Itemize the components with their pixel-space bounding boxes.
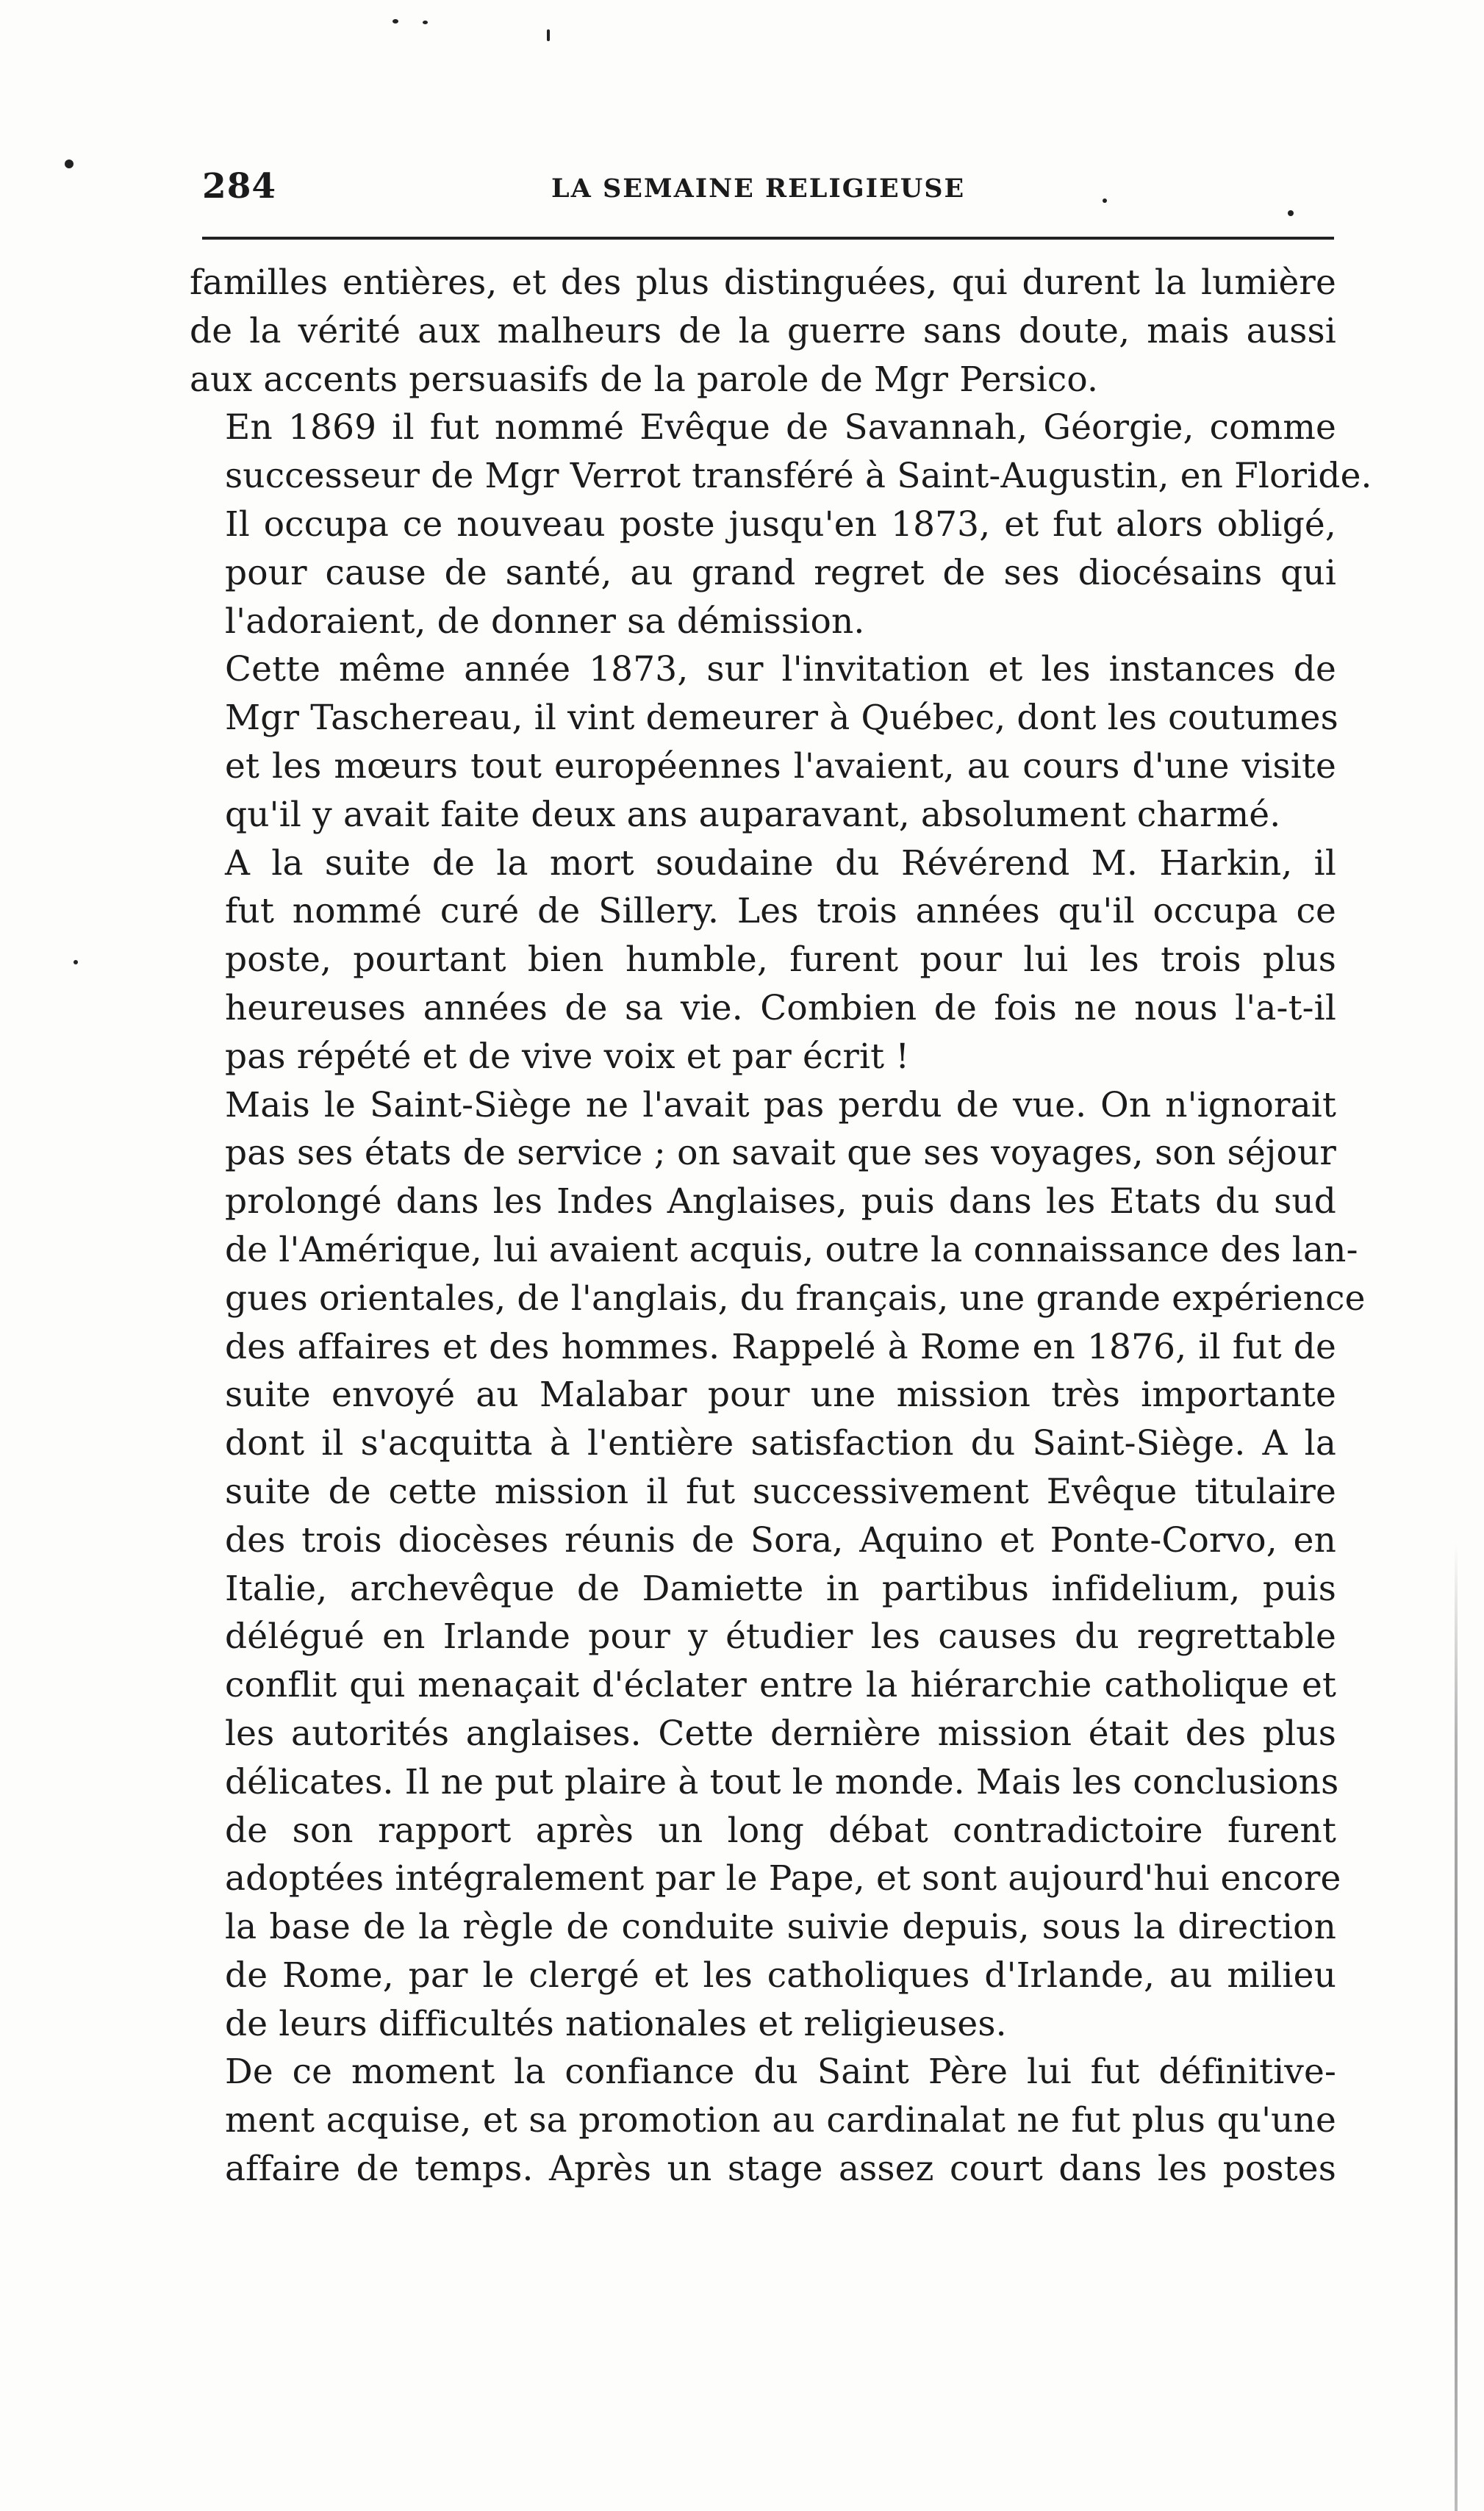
header-rule [202, 237, 1334, 240]
paragraph [190, 645, 1336, 839]
scan-speck [74, 960, 78, 964]
text-line: qu'il y avait faite deux ans auparavant, absolument charmé. [225, 794, 1281, 835]
text-line: Cette même année 1873, sur l'invitation et les instances de [225, 649, 1336, 690]
text-line: de leurs difficultés nationales et religieuses. [225, 2003, 1007, 2044]
text-line: heureuses années de sa vie. Combien de fois ne nous l'a-t-il [225, 987, 1336, 1028]
paragraph [190, 1081, 1366, 2049]
scan-speck [392, 19, 398, 24]
text-line: des affaires et des hommes. Rappelé à Rome en 1876, il fut de [225, 1326, 1336, 1367]
binding-edge-mark [1455, 1544, 1458, 2511]
text-line: successeur de Mgr Verrot transféré à Saint-Augustin, en Floride. [225, 456, 1372, 497]
text-line: affaire de temps. Après un stage assez court dans les postes [225, 2149, 1336, 2190]
text-line: gues orientales, de l'anglais, du français, une grande expérience [225, 1278, 1366, 1319]
text-line: pas répété et de vive voix et par écrit ! [225, 1036, 910, 1077]
paragraph [190, 404, 1372, 645]
scan-speck [65, 160, 74, 168]
text-line: dont il s'acquitta à l'entière satisfaction du Saint-Siège. A la [225, 1423, 1336, 1464]
text-line: délégué en Irlande pour y étudier les causes du regrettable [225, 1616, 1336, 1658]
text-line: ment acquise, et sa promotion au cardinalat ne fut plus qu'une [225, 2100, 1336, 2141]
text-line: Il occupa ce nouveau poste jusqu'en 1873, et fut alors obligé, [225, 504, 1336, 545]
text-line: En 1869 il fut nommé Evêque de Savannah, Géorgie, comme [225, 407, 1336, 448]
scan-speck [547, 29, 550, 41]
page-number: 284 [202, 166, 277, 207]
text-line: poste, pourtant bien humble, furent pour lui les trois plus [225, 939, 1336, 981]
text-line: prolongé dans les Indes Anglaises, puis dans les Etats du sud [225, 1181, 1336, 1222]
text-line: délicates. Il ne put plaire à tout le monde. Mais les conclusions [225, 1761, 1339, 1802]
text-line: suite de cette mission il fut successivement Evêque titulaire [225, 1471, 1336, 1512]
paragraph [190, 2048, 1336, 2193]
text-line: Mais le Saint-Siège ne l'avait pas perdu de vue. On n'ignorait [225, 1084, 1336, 1125]
body-text [190, 259, 1372, 2193]
text-line: pas ses états de service ; on savait que ses voyages, son séjour [225, 1133, 1336, 1174]
page-header [202, 166, 1334, 218]
text-line: et les mœurs tout européennes l'avaient, au cours d'une visite [225, 745, 1336, 787]
text-line: l'adoraient, de donner sa démission. [225, 601, 865, 642]
text-line: Mgr Taschereau, il vint demeurer à Québec, dont les coutumes [225, 698, 1338, 739]
text-line: la base de la règle de conduite suivie depuis, sous la direction [225, 1907, 1336, 1948]
running-head: LA SEMAINE RELIGIEUSE [551, 173, 966, 204]
text-line: conflit qui menaçait d'éclater entre la hiérarchie catholique et [225, 1665, 1336, 1706]
scan-speck [423, 21, 428, 24]
text-line: Italie, archevêque de Damiette in partibus infidelium, puis [225, 1568, 1336, 1609]
text-line: de son rapport après un long débat contradictoire furent [225, 1810, 1336, 1851]
text-line: des trois diocèses réunis de Sora, Aquino et Ponte-Corvo, en [225, 1519, 1336, 1561]
paragraph [190, 259, 1336, 404]
text-line: de l'Amérique, lui avaient acquis, outre la connaissance des lan- [225, 1229, 1358, 1270]
text-line: fut nommé curé de Sillery. Les trois années qu'il occupa ce [225, 891, 1336, 932]
text-line: aux accents persuasifs de la parole de Mgr Persico. [190, 359, 1099, 400]
text-line: De ce moment la confiance du Saint Père lui fut définitive- [225, 2052, 1336, 2093]
text-line: les autorités anglaises. Cette dernière mission était des plus [225, 1713, 1336, 1754]
text-line: de la vérité aux malheurs de la guerre sans doute, mais aussi [190, 310, 1336, 351]
text-line: pour cause de santé, au grand regret de ses diocésains qui [225, 552, 1336, 593]
text-line: de Rome, par le clergé et les catholiques d'Irlande, au milieu [225, 1955, 1336, 1996]
text-line: familles entières, et des plus distinguées, qui durent la lumière [190, 262, 1336, 303]
text-line: adoptées intégralement par le Pape, et sont aujourd'hui encore [225, 1858, 1341, 1899]
text-line: suite envoyé au Malabar pour une mission très importante [225, 1375, 1336, 1416]
text-line: A la suite de la mort soudaine du Révérend M. Harkin, il [225, 842, 1336, 884]
paragraph [190, 839, 1336, 1081]
